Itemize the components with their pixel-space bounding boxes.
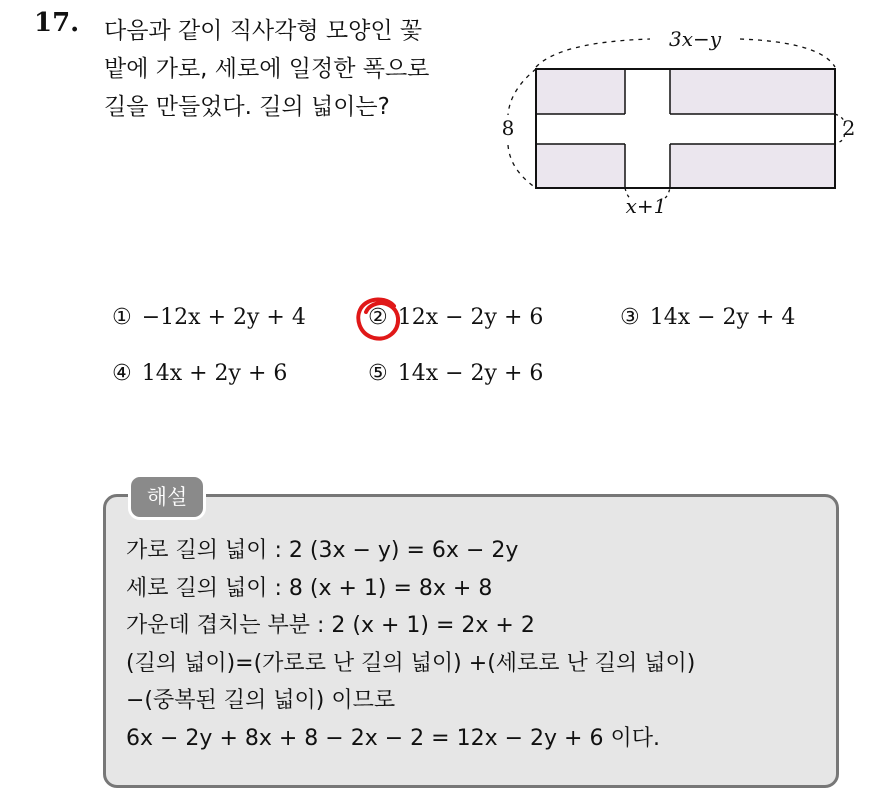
choice-text: −12x + 2y + 4: [141, 305, 306, 330]
flower-bed: [670, 144, 835, 188]
choice-1[interactable]: [112, 305, 306, 330]
garden-figure: [490, 20, 870, 225]
choice-number: ②: [368, 305, 388, 330]
solution-line: −(중복된 길의 넓이) 이므로: [126, 688, 396, 713]
choice-number: ①: [112, 305, 132, 330]
solution-line: (길의 넓이)=(가로로 난 길의 넓이) +(세로로 난 길의 넓이): [126, 650, 696, 676]
choice-number: ④: [112, 361, 132, 386]
flower-bed: [670, 69, 835, 114]
question-number: 17.: [34, 8, 80, 38]
solution-line: 가운데 겹치는 부분 : 2 (x + 1) = 2x + 2: [126, 613, 535, 638]
solution-tag: 해설: [128, 474, 206, 520]
choice-5[interactable]: [368, 361, 543, 386]
solution-line: 세로 길의 넓이 : 8 (x + 1) = 8x + 8: [126, 575, 493, 601]
question-line: 길을 만들었다. 길의 넓이는?: [104, 94, 390, 120]
choice-text: 12x − 2y + 6: [397, 305, 544, 330]
choice-3[interactable]: [620, 305, 795, 330]
question-line: 밭에 가로, 세로에 일정한 폭으로: [104, 56, 430, 82]
question-text: [104, 12, 484, 126]
top-label: 3x−y: [668, 27, 722, 51]
choice-number: ③: [620, 305, 640, 330]
flower-bed: [536, 144, 625, 188]
choice-text: 14x + 2y + 6: [141, 361, 288, 386]
question-line: 다음과 같이 직사각형 모양인 꽃: [104, 18, 423, 44]
solution-line: 가로 길의 넓이 : 2 (3x − y) = 6x − 2y: [126, 538, 519, 563]
choice-text: 14x − 2y + 6: [397, 361, 544, 386]
left-label: 8: [501, 116, 515, 140]
bottom-label: x+1: [625, 194, 667, 218]
choice-text: 14x − 2y + 4: [649, 305, 796, 330]
solution-text: [126, 532, 836, 757]
solution-line: 6x − 2y + 8x + 8 − 2x − 2 = 12x − 2y + 6 이다.: [126, 725, 660, 751]
choice-4[interactable]: [112, 361, 287, 386]
answer-circle-mark: [354, 294, 404, 344]
flower-bed: [536, 69, 625, 114]
choice-number: ⑤: [368, 361, 388, 386]
right-label: 2: [842, 116, 856, 140]
